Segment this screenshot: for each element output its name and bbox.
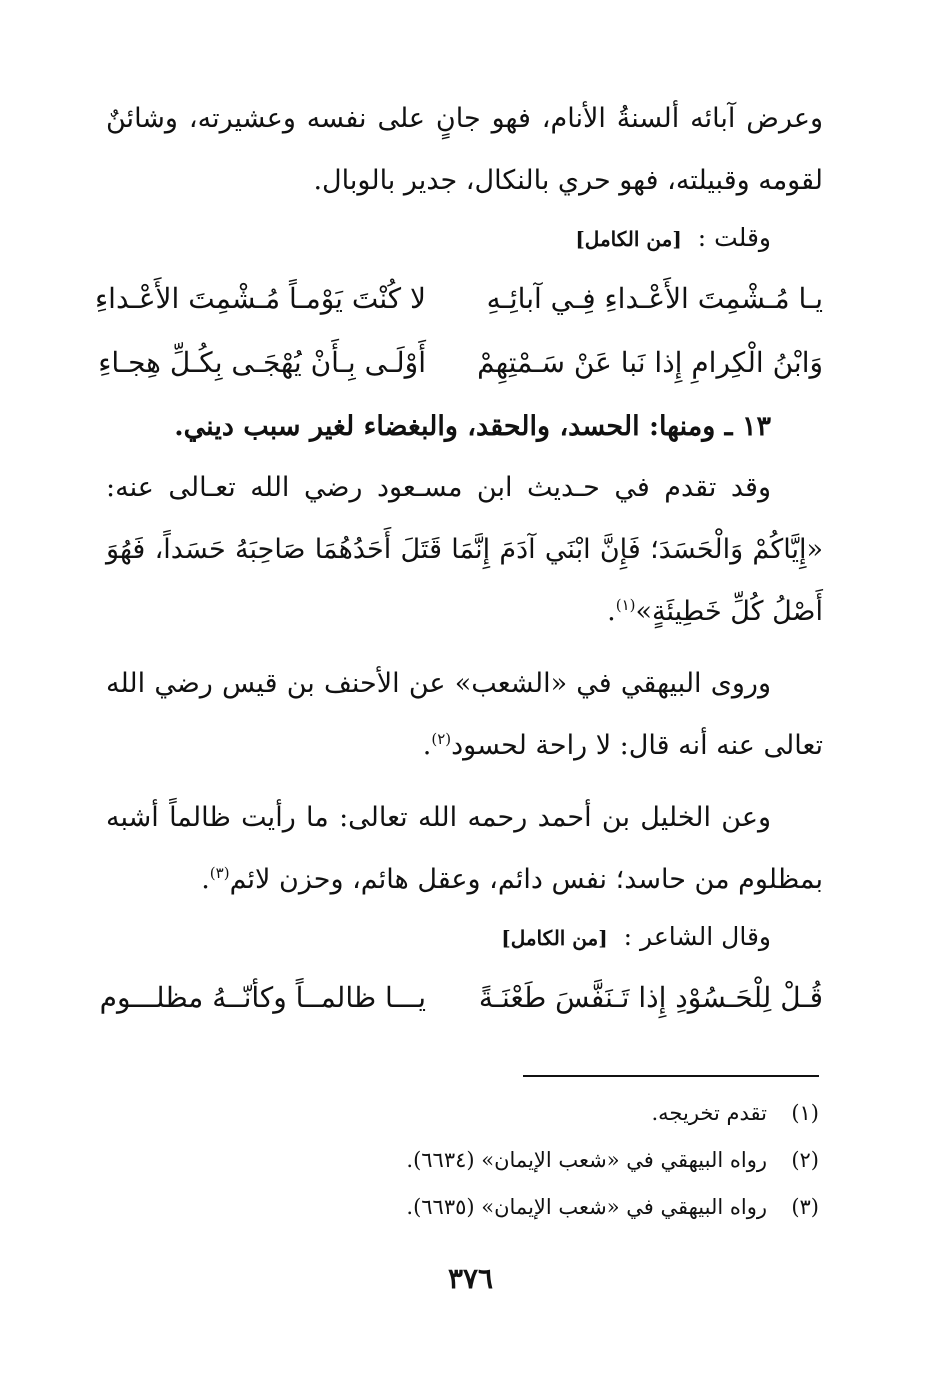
paragraph-2: وقد تقدم في حـديث ابن مسـعود رضي الله تعـالى عنه: «إِيَّاكُمْ وَالْحَسَدَ؛ فَإِنَّ ابْنَي آدَمَ إِنَّمَا قَتَلَ أَحَدُهُمَا صَاحِبَهُ حَسَداً، فَهُوَ أَصْلُ كُلِّ خَطِيئَةٍ»$^{(١)}$. xyxy=(106,472,823,627)
intro-text: وقال الشاعر : xyxy=(623,922,771,951)
footnote-text: رواه البيهقي في «شعب الإيمان» (٦٦٣٥). xyxy=(406,1195,767,1219)
footnotes xyxy=(119,1090,819,1231)
verse-intro-2 xyxy=(106,917,771,958)
verse-line-3 xyxy=(99,968,823,1028)
meter-label: [من الكامل] xyxy=(501,926,608,950)
hemistich-left: أَوْلَـى بِـأَنْ يُهْجَـى بِكُـلِّ هِجـاءِ xyxy=(98,346,426,379)
section-heading-13: ١٣ ـ ومنها: الحسد، والحقد، والبغضاء لغير سبب ديني. xyxy=(174,411,771,442)
verse-line-1 xyxy=(95,269,823,329)
footnote-2 xyxy=(119,1137,819,1184)
footnote-3 xyxy=(119,1184,819,1231)
hemistich-right: يـا مُـشْمِتَ الأَعْـداءِ فِـي آبائِـهِ xyxy=(486,282,823,315)
footnote-ref-2[interactable]: (٢) xyxy=(431,730,452,748)
hemistich-right: وَابْنُ الْكِرامِ إِذا نَبا عَنْ سَـمْتِهِمْ xyxy=(477,346,823,379)
hemistich-right: قُـلْ لِلْحَـسُوْدِ إِذا تَـنَفَّسَ طَعْنَـةً xyxy=(478,981,823,1014)
intro-text: وقلت : xyxy=(697,223,771,252)
footnote-number: (٣) xyxy=(791,1195,819,1219)
meter-label: [من الكامل] xyxy=(575,227,682,251)
footnote-1 xyxy=(119,1090,819,1137)
hemistich-left: لا كُنْتَ يَوْمـاً مُـشْمِتَ الأَعْـداءِ xyxy=(95,282,426,315)
footnote-number: (٢) xyxy=(791,1148,819,1172)
page-number: ٣٧٦ xyxy=(447,1262,494,1295)
footnote-ref-3[interactable]: (٣) xyxy=(209,864,230,882)
paragraph-3: وروى البيهقي في «الشعب» عن الأحنف بن قيس رضي الله تعالى عنه أنه قال: لا راحة لحسود$^{(٢)}$. xyxy=(106,668,823,761)
hemistich-left: يـــا ظالمــاً وكأنّــهُ مظلـــوم xyxy=(99,981,426,1014)
paragraph-4-text: وعن الخليل بن أحمد رحمه الله تعالى: ما رأيت ظالماً أشبه بمظلوم من حاسد؛ نفس دائم، وعقل هائم، وحزن لائم xyxy=(106,802,823,895)
paragraph-1: وعرض آبائه ألسنةُ الأنام، فهو جانٍ على نفسه وعشيرته، وشائنٌ لقومه وقبيلته، فهو حري بالنكال، جدير بالوبال. xyxy=(106,103,823,196)
paragraph-4: وعن الخليل بن أحمد رحمه الله تعالى: ما رأيت ظالماً أشبه بمظلوم من حاسد؛ نفس دائم، وعقل هائم، وحزن لائم$^{(٣)}$. xyxy=(106,802,823,895)
footnote-ref-1[interactable]: (١) xyxy=(615,596,636,614)
footnote-text: رواه البيهقي في «شعب الإيمان» (٦٦٣٤). xyxy=(406,1148,767,1172)
footnote-text: تقدم تخريجه. xyxy=(651,1101,767,1125)
paragraph-3-text: وروى البيهقي في «الشعب» عن الأحنف بن قيس رضي الله تعالى عنه أنه قال: لا راحة لحسود xyxy=(106,668,823,761)
footnote-number: (١) xyxy=(791,1101,819,1125)
verse-intro-1 xyxy=(106,218,771,259)
footnote-separator xyxy=(523,1075,819,1077)
verse-line-2 xyxy=(98,333,823,393)
paragraph-2-text: وقد تقدم في حـديث ابن مسـعود رضي الله تعـالى عنه: «إِيَّاكُمْ وَالْحَسَدَ؛ فَإِنَّ ابْنَي آدَمَ إِنَّمَا قَتَلَ أَحَدُهُمَا صَاحِبَهُ حَسَداً، فَهُوَ أَصْلُ كُلِّ خَطِيئَةٍ» xyxy=(106,472,823,627)
